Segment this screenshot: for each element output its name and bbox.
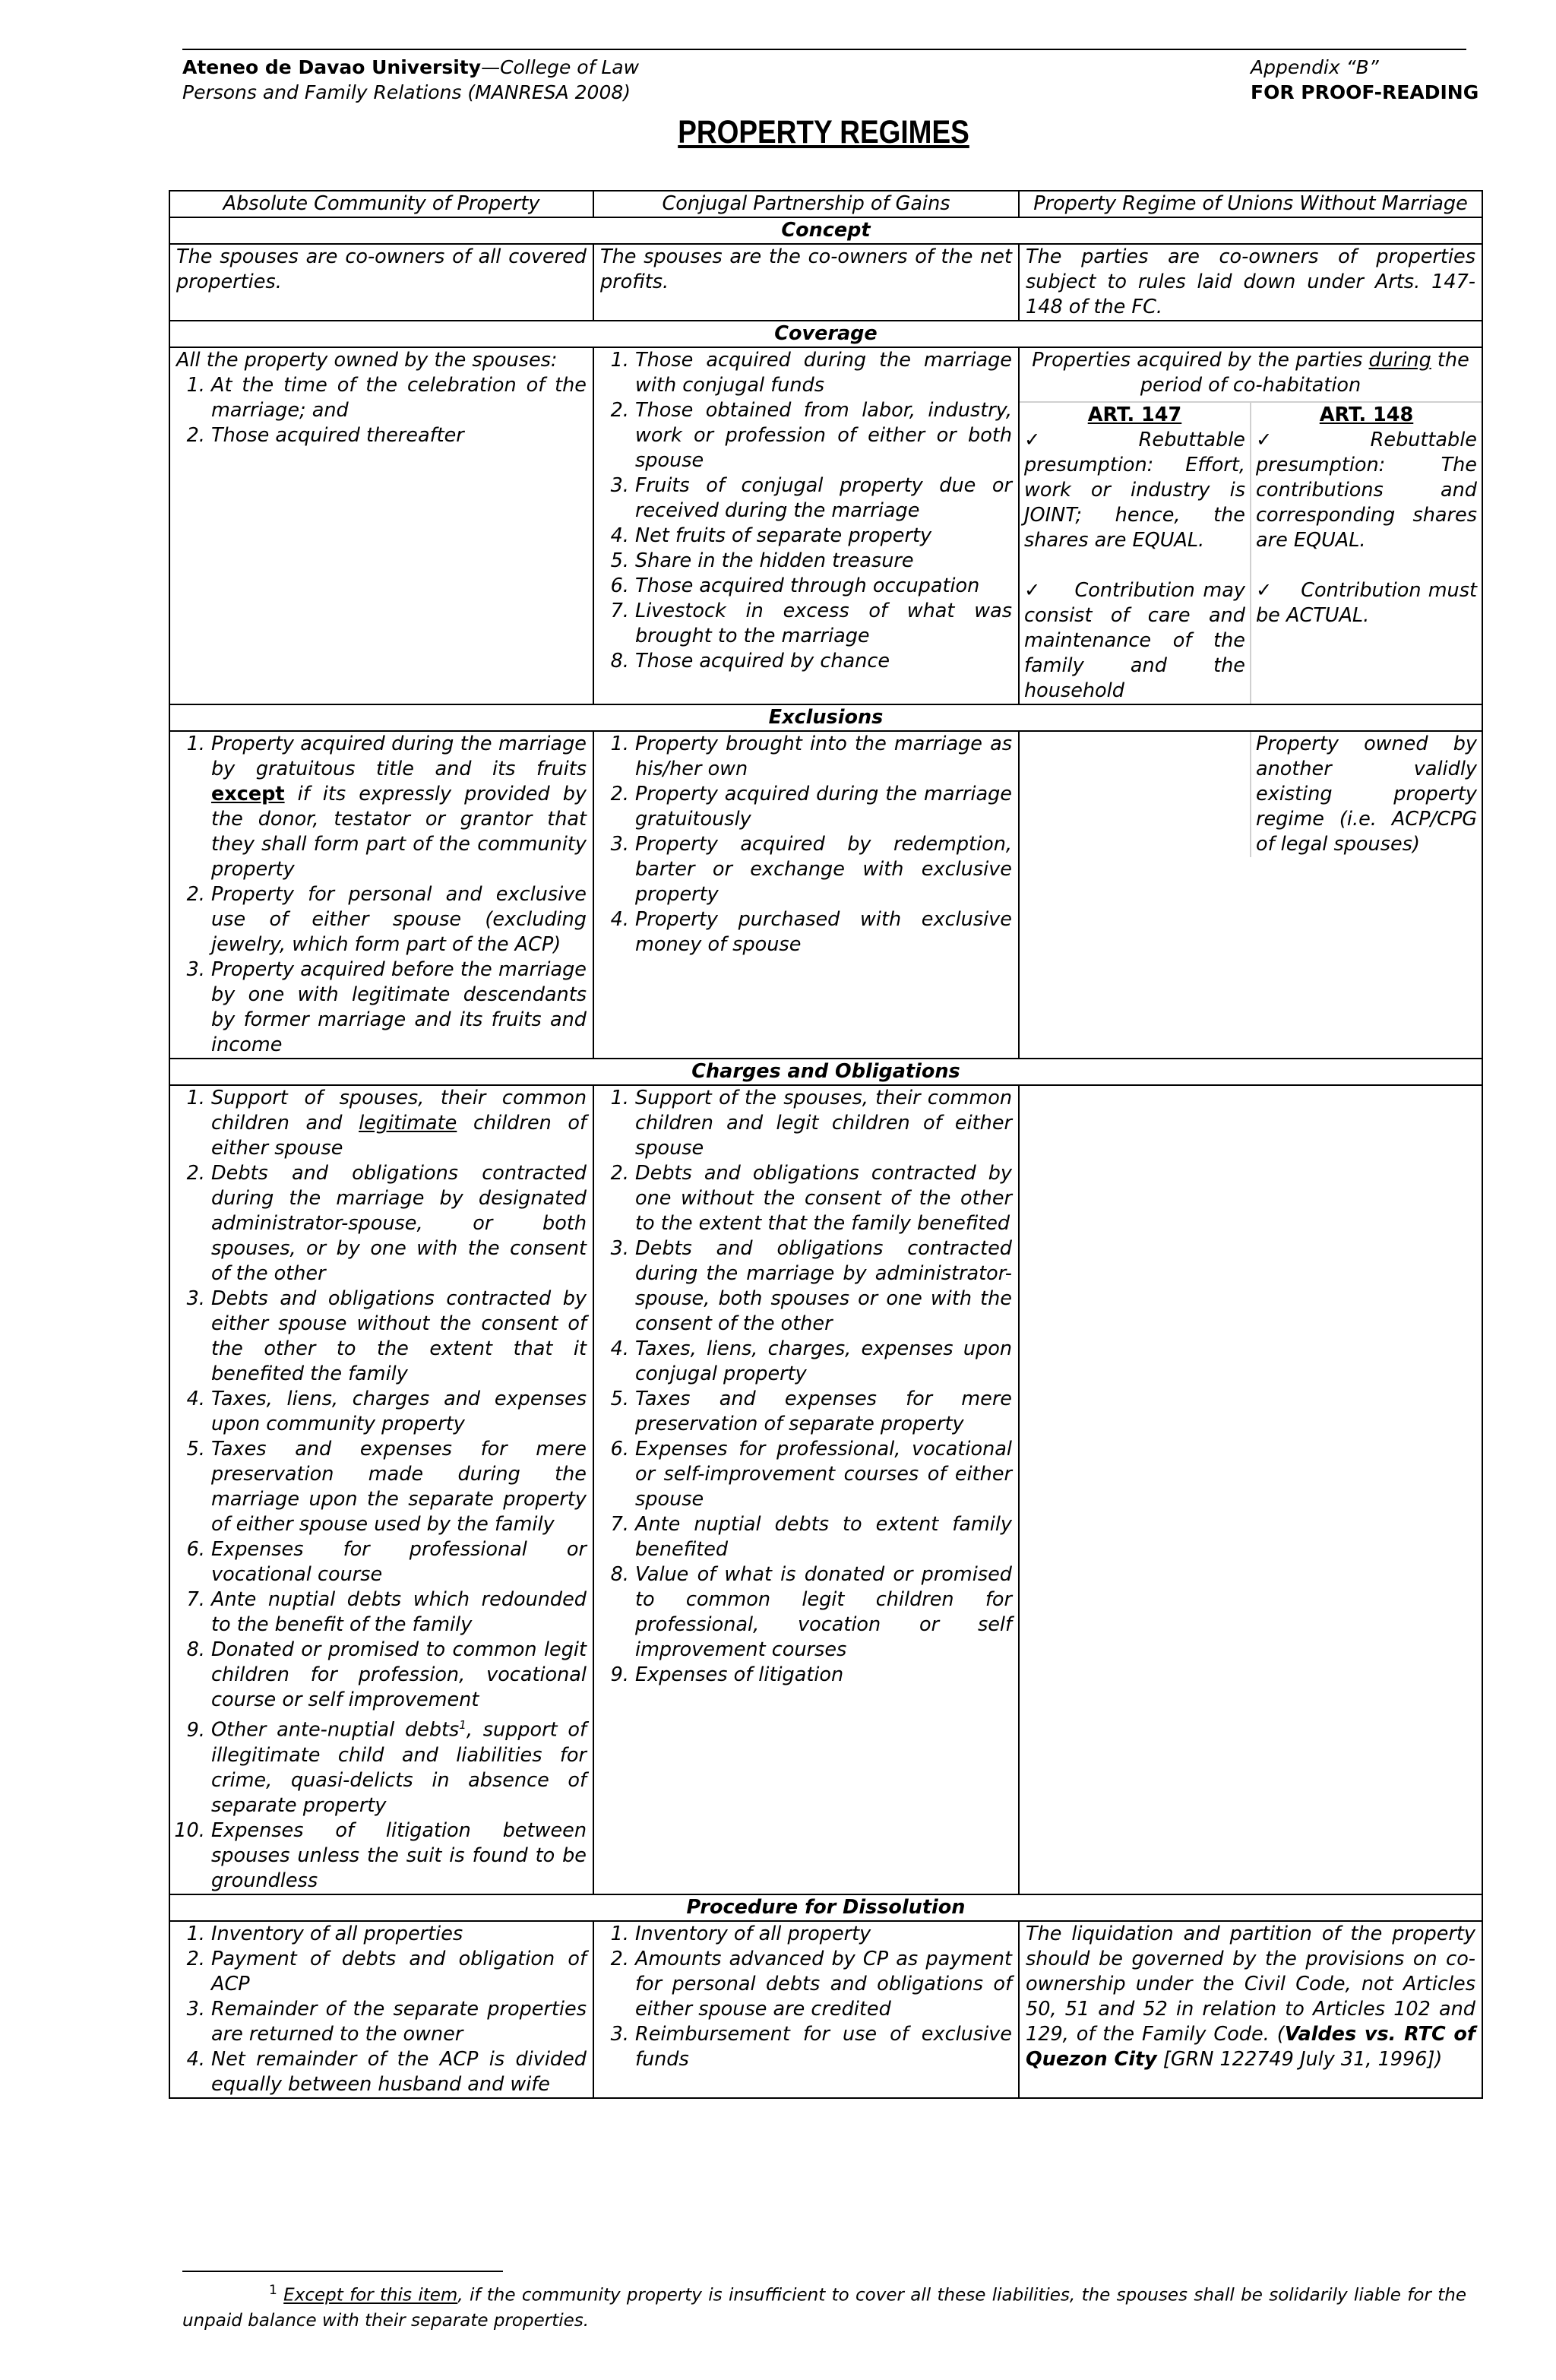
footnote-rule: [182, 2271, 503, 2272]
case-citation: Valdes vs. RTC of Quezon City: [1026, 2022, 1476, 2071]
list-item: 3. Remainder of the separate properties are returned to the owner: [211, 1997, 587, 2047]
coverage-cpg-list: [600, 348, 1012, 674]
section-title-coverage: Coverage: [169, 321, 1482, 347]
page-title: PROPERTY REGIMES: [678, 114, 969, 150]
list-item: 2. Amounts advanced by CP as payment for personal debts and obligations of either spouse are credited: [635, 1947, 1012, 2022]
list-item: 2. Debts and obligations contracted by one without the consent of the other to the extent that the family benefited: [635, 1161, 1012, 1236]
list-item: 6. Expenses for professional or vocational course: [211, 1537, 587, 1587]
coverage-cpg: [593, 347, 1019, 704]
list-item: 2. Property for personal and exclusive use of either spouse (excluding jewelry, which form part of the ACP): [211, 882, 587, 957]
list-item: 9. Other ante-nuptial debts$^1$, support of illegitimate child and liabilities for crime, quasi-delicts in absence of separate property: [211, 1713, 587, 1818]
appendix-label: Appendix “B”: [1251, 56, 1379, 78]
column-header-cpg: Conjugal Partnership of Gains: [593, 191, 1019, 217]
university-name: Ateneo de Davao University: [182, 56, 482, 78]
checkmark-icon: ✓: [1256, 579, 1273, 602]
list-item: 2. Property acquired during the marriage gratuitously: [635, 782, 1012, 832]
concept-row: [169, 244, 1482, 321]
except-emphasis: except: [211, 783, 285, 805]
list-item: 2. Payment of debts and obligation of ACP: [211, 1947, 587, 1997]
footnote-underlined: Except for this item: [283, 2285, 458, 2306]
list-item: 5. Share in the hidden treasure: [635, 549, 1012, 574]
dissolution-row: [169, 1921, 1482, 2098]
section-title-exclusions: Exclusions: [169, 704, 1482, 731]
coverage-acp-list: [176, 373, 587, 448]
charges-acp: [169, 1085, 593, 1894]
list-item: 4. Taxes, liens, charges and expenses upon community property: [211, 1387, 587, 1437]
exclusions-acp: [169, 731, 593, 1059]
coverage-acp-intro: All the property owned by the spouses:: [176, 349, 558, 372]
list-item: 3. Property acquired by redemption, barter or exchange with exclusive property: [635, 832, 1012, 907]
list-item: 2. Those acquired thereafter: [211, 423, 587, 448]
document-header-right: [1251, 55, 1479, 105]
header-dash: —: [481, 56, 501, 78]
charges-cpg: [593, 1085, 1019, 1894]
list-item: 1. Those acquired during the marriage with conjugal funds: [635, 348, 1012, 398]
list-item: 8. Donated or promised to common legit children for profession, vocational course or self improvement: [211, 1638, 587, 1713]
art147-point2: Contribution may consist of care and maintenance of the family and the household: [1024, 579, 1245, 702]
property-regimes-table: [169, 190, 1483, 2099]
art148-heading: ART. 148: [1319, 404, 1414, 426]
coverage-unions: [1019, 347, 1482, 704]
college-name: College of Law: [500, 56, 640, 78]
list-item: 2. Those obtained from labor, industry, work or profession of either or both spouse: [635, 398, 1012, 473]
list-item: 4. Net remainder of the ACP is divided equally between husband and wife: [211, 2047, 587, 2097]
charges-cpg-list: [600, 1086, 1012, 1688]
exclusions-unions: [1019, 731, 1482, 1059]
document-header-left: [182, 55, 639, 105]
section-title-dissolution: Procedure for Dissolution: [169, 1894, 1482, 1921]
list-item: 10. Expenses of litigation between spouses unless the suit is found to be groundless: [211, 1818, 587, 1894]
list-item: 4. Property purchased with exclusive money of spouse: [635, 907, 1012, 957]
list-item: 6. Expenses for professional, vocational or self-improvement courses of either spouse: [635, 1437, 1012, 1512]
list-item: 8. Value of what is donated or promised to common legit children for professional, vocation or self improvement courses: [635, 1562, 1012, 1663]
charges-acp-list: [176, 1086, 587, 1894]
art148-point2: Contribution must be ACTUAL.: [1256, 579, 1477, 627]
list-item: 4. Taxes, liens, charges, expenses upon conjugal property: [635, 1337, 1012, 1387]
dissolution-acp: [169, 1921, 593, 2098]
list-item: 1. Property acquired during the marriage by gratuitous title and its fruits except if its expressly provided by the donor, testator or grantor that they shall form part of the community property: [211, 732, 587, 882]
list-item: 1. Support of spouses, their common children and legitimate children of either spouse: [211, 1086, 587, 1161]
exclusions-cpg: [593, 731, 1019, 1059]
list-item: 1. Inventory of all property: [635, 1922, 1012, 1947]
concept-unions: The parties are co-owners of properties subject to rules laid down under Arts. 147-148 of the FC.: [1019, 244, 1482, 321]
dissolution-cpg-list: [600, 1922, 1012, 2072]
exclusions-cpg-list: [600, 732, 1012, 957]
list-item: 1. Inventory of all properties: [211, 1922, 587, 1947]
section-title-concept: Concept: [169, 217, 1482, 244]
footnote-number: 1: [269, 2283, 277, 2298]
list-item: 9. Expenses of litigation: [635, 1663, 1012, 1688]
footnote-reference: 1: [459, 1718, 466, 1732]
list-item: 3. Property acquired before the marriage by one with legitimate descendants by former marriage and its fruits and income: [211, 957, 587, 1058]
section-title-charges: Charges and Obligations: [169, 1059, 1482, 1085]
concept-acp: The spouses are co-owners of all covered properties.: [169, 244, 593, 321]
charges-unions: [1019, 1085, 1482, 1894]
art147-cell: [1020, 403, 1251, 704]
charges-row: [169, 1085, 1482, 1894]
course-name: Persons and Family Relations (MANRESA 2008): [182, 81, 631, 103]
list-item: 5. Taxes and expenses for mere preservation of separate property: [635, 1387, 1012, 1437]
checkmark-icon: ✓: [1024, 429, 1055, 451]
list-item: 5. Taxes and expenses for mere preservation made during the marriage upon the separate property of either spouse used by the family: [211, 1437, 587, 1537]
list-item: 3. Reimbursement for use of exclusive funds: [635, 2022, 1012, 2072]
art147-point1: Rebuttable presumption: Effort, work or industry is JOINT; hence, the shares are EQUAL.: [1024, 429, 1245, 552]
list-item: 1. At the time of the celebration of the marriage; and: [211, 373, 587, 423]
dissolution-acp-list: [176, 1922, 587, 2097]
coverage-unions-intro: Properties acquired by the parties during the period of co-habitation: [1020, 348, 1482, 403]
art148-point1: Rebuttable presumption: The contributions and corresponding shares are EQUAL.: [1256, 429, 1477, 552]
list-item: 8. Those acquired by chance: [635, 649, 1012, 674]
list-item: 3. Debts and obligations contracted by either spouse without the consent of the other to the extent that it benefited the family: [211, 1287, 587, 1387]
exclusions-row: [169, 731, 1482, 1059]
proofreading-label: FOR PROOF-READING: [1251, 81, 1479, 103]
coverage-row: [169, 347, 1482, 704]
exclusions-acp-list: [176, 732, 587, 1058]
footnote: [182, 2278, 1466, 2334]
list-item: 7. Ante nuptial debts to extent family benefited: [635, 1512, 1012, 1562]
articles-subtable: [1020, 403, 1482, 704]
header-rule: [182, 49, 1466, 50]
list-item: 7. Ante nuptial debts which redounded to the benefit of the family: [211, 1587, 587, 1638]
art147-heading: ART. 147: [1087, 404, 1182, 426]
dissolution-cpg: [593, 1921, 1019, 2098]
list-item: 3. Debts and obligations contracted during the marriage by administrator- spouse, both spouses or one with the consent of the other: [635, 1236, 1012, 1337]
list-item: 7. Livestock in excess of what was brought to the marriage: [635, 599, 1012, 649]
list-item: 4. Net fruits of separate property: [635, 524, 1012, 549]
column-header-acp: Absolute Community of Property: [169, 191, 593, 217]
list-item: 3. Fruits of conjugal property due or received during the marriage: [635, 473, 1012, 524]
checkmark-icon: ✓: [1024, 579, 1042, 602]
column-header-row: [169, 191, 1482, 217]
column-header-unions: Property Regime of Unions Without Marriage: [1019, 191, 1482, 217]
art148-cell: [1251, 403, 1482, 704]
list-item: 6. Those acquired through occupation: [635, 574, 1012, 599]
exclusions-articles-subtable: [1020, 732, 1482, 857]
checkmark-icon: ✓: [1256, 429, 1287, 451]
coverage-acp: [169, 347, 593, 704]
list-item: 2. Debts and obligations contracted during the marriage by designated administrator-spouse, or both spouses, or by one with the consent of the other: [211, 1161, 587, 1287]
concept-cpg: The spouses are the co-owners of the net profits.: [593, 244, 1019, 321]
during-underlined: during: [1368, 349, 1431, 372]
list-item: 1. Property brought into the marriage as his/her own: [635, 732, 1012, 782]
exclusions-art147-cell: [1020, 732, 1251, 857]
dissolution-unions: The liquidation and partition of the property should be governed by the provisions on co-ownership under the Civil Code, not Articles 50, 51 and 52 in relation to Articles 102 and 129, of the Family Code. (Valdes vs. RTC of Quezon City [GRN 122749 July 31, 1996]): [1019, 1921, 1482, 2098]
footnote-text: , if the community property is insufficient to cover all these liabilities, the spouses shall be solidarily liable for the unpaid balance with their separate properties.: [182, 2285, 1466, 2331]
legitimate-underlined: legitimate: [359, 1112, 457, 1135]
exclusions-art148-cell: Property owned by another validly existing property regime (i.e. ACP/CPG of legal spouses): [1251, 732, 1482, 857]
list-item: 1. Support of the spouses, their common children and legit children of either spouse: [635, 1086, 1012, 1161]
